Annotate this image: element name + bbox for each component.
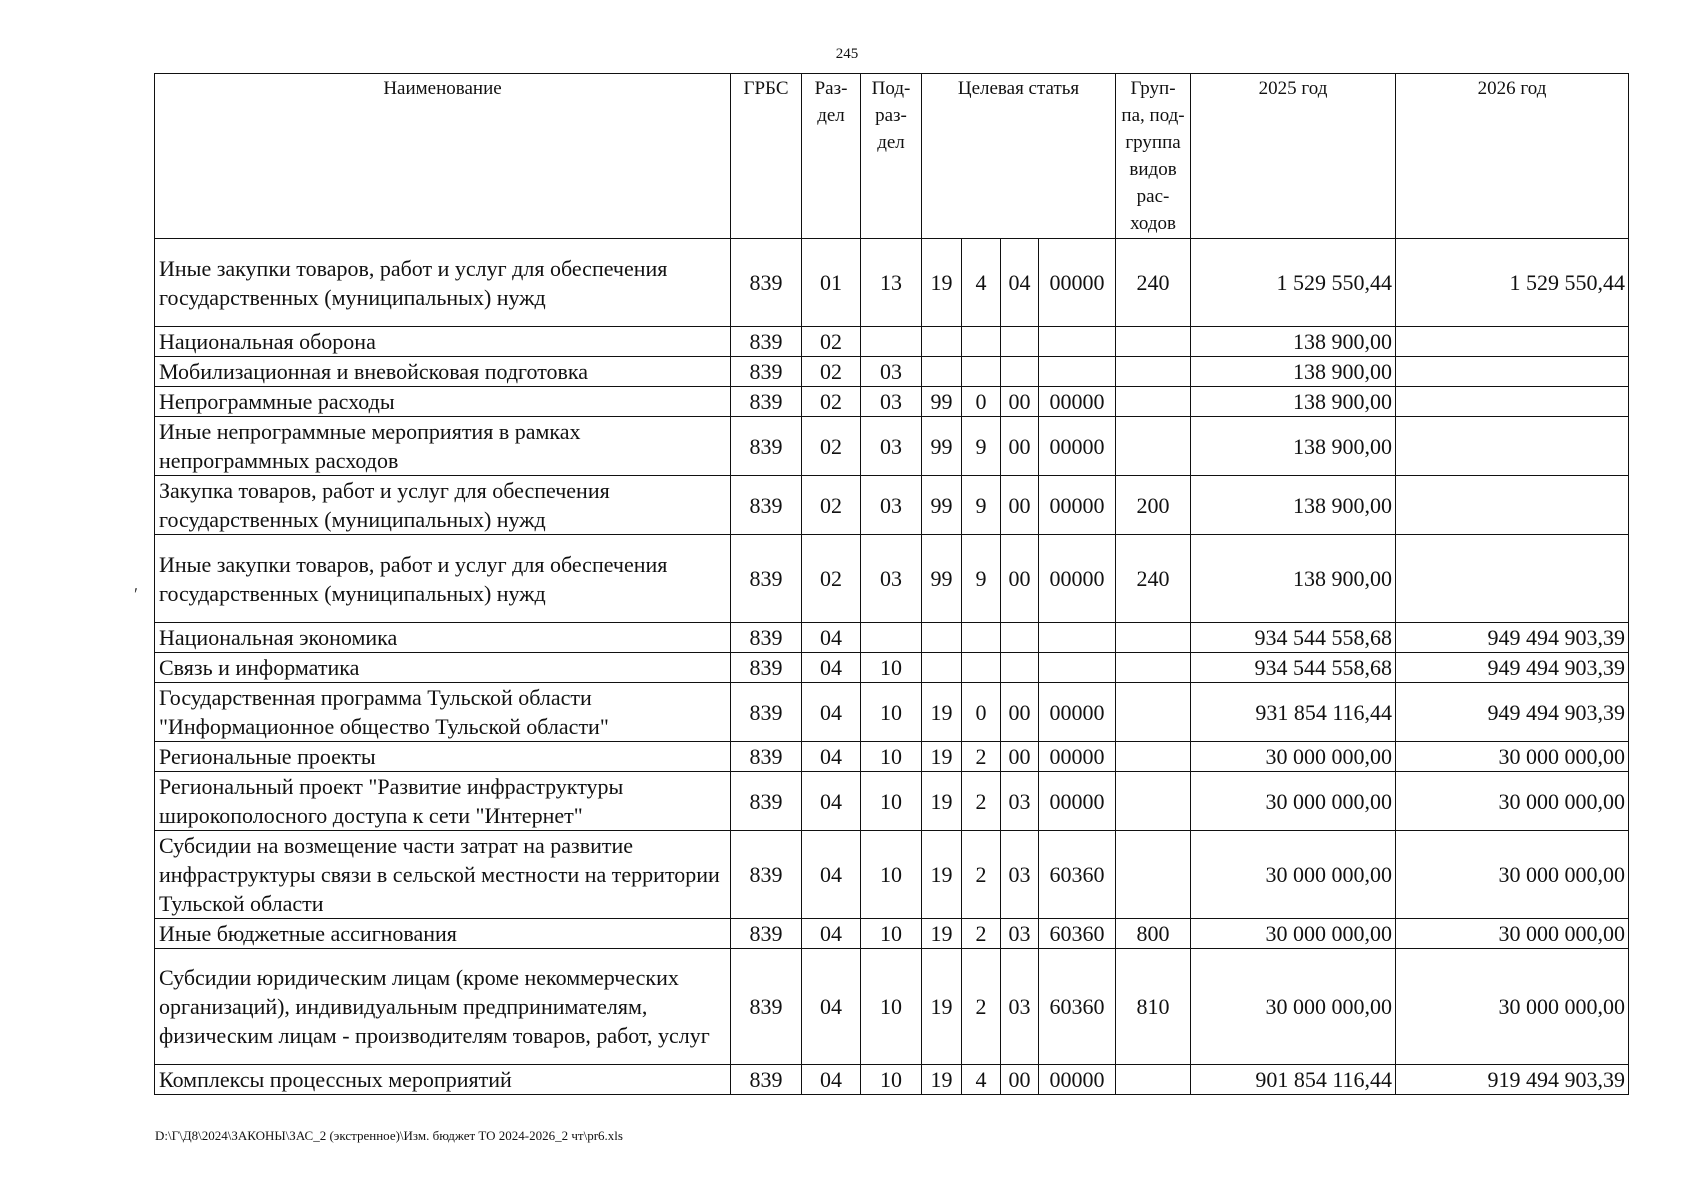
cell-amount-2026: [1396, 417, 1629, 476]
table-row: [155, 387, 1629, 417]
cell-expense-group: [1116, 623, 1191, 653]
cell-amount-2025: 138 900,00: [1191, 417, 1396, 476]
table-row: [155, 949, 1629, 1065]
cell-subsection: 10: [861, 919, 922, 949]
header-row: [155, 74, 1629, 239]
cell-section: 02: [802, 476, 861, 535]
table-row: [155, 772, 1629, 831]
cell-amount-2026: 949 494 903,39: [1396, 623, 1629, 653]
cell-target-direction: 00000: [1039, 239, 1116, 327]
cell-expense-group: [1116, 417, 1191, 476]
cell-name: Иные закупки товаров, работ и услуг для обеспечения государственных (муниципальных) нужд: [155, 239, 731, 327]
cell-subsection: 10: [861, 831, 922, 919]
cell-amount-2025: 30 000 000,00: [1191, 772, 1396, 831]
cell-amount-2025: 30 000 000,00: [1191, 949, 1396, 1065]
cell-section: 02: [802, 535, 861, 623]
cell-target-type: 9: [962, 476, 1001, 535]
cell-target-program: 19: [922, 919, 962, 949]
cell-target-program: 19: [922, 239, 962, 327]
cell-target-item: 00: [1001, 387, 1039, 417]
cell-target-type: 2: [962, 949, 1001, 1065]
cell-target-type: [962, 653, 1001, 683]
cell-name: Государственная программа Тульской области "Информационное общество Тульской области": [155, 683, 731, 742]
cell-target-program: 19: [922, 1065, 962, 1095]
cell-amount-2026: 919 494 903,39: [1396, 1065, 1629, 1095]
cell-expense-group: [1116, 772, 1191, 831]
cell-target-direction: 00000: [1039, 1065, 1116, 1095]
cell-target-direction: 00000: [1039, 387, 1116, 417]
cell-target-program: [922, 623, 962, 653]
cell-grbs: 839: [731, 772, 802, 831]
cell-target-program: 19: [922, 742, 962, 772]
table-row: [155, 831, 1629, 919]
cell-target-item: 00: [1001, 742, 1039, 772]
cell-name: Субсидии юридическим лицам (кроме некоммерческих организаций), индивидуальным предпринимателям, физическим лицам - производителям товаров, работ, услуг: [155, 949, 731, 1065]
cell-subsection: 03: [861, 476, 922, 535]
cell-amount-2025: 138 900,00: [1191, 387, 1396, 417]
header-subsection: Под- раз- дел: [861, 74, 922, 239]
cell-subsection: 10: [861, 683, 922, 742]
cell-section: 04: [802, 653, 861, 683]
cell-section: 04: [802, 919, 861, 949]
cell-target-direction: [1039, 653, 1116, 683]
cell-section: 04: [802, 1065, 861, 1095]
cell-expense-group: [1116, 683, 1191, 742]
cell-amount-2026: [1396, 476, 1629, 535]
cell-target-program: 99: [922, 417, 962, 476]
cell-target-program: 19: [922, 949, 962, 1065]
cell-expense-group: [1116, 653, 1191, 683]
cell-grbs: 839: [731, 623, 802, 653]
cell-name: Комплексы процессных мероприятий: [155, 1065, 731, 1095]
cell-target-direction: 00000: [1039, 535, 1116, 623]
cell-section: 02: [802, 387, 861, 417]
cell-subsection: 10: [861, 772, 922, 831]
cell-name: Закупка товаров, работ и услуг для обеспечения государственных (муниципальных) нужд: [155, 476, 731, 535]
cell-amount-2025: 30 000 000,00: [1191, 919, 1396, 949]
table-row: [155, 535, 1629, 623]
cell-target-item: 03: [1001, 949, 1039, 1065]
cell-subsection: [861, 327, 922, 357]
cell-name: Связь и информатика: [155, 653, 731, 683]
table-row: [155, 683, 1629, 742]
cell-grbs: 839: [731, 1065, 802, 1095]
cell-target-item: [1001, 357, 1039, 387]
cell-grbs: 839: [731, 239, 802, 327]
cell-target-program: 99: [922, 535, 962, 623]
cell-section: 04: [802, 772, 861, 831]
cell-subsection: 10: [861, 1065, 922, 1095]
cell-target-type: 9: [962, 535, 1001, 623]
cell-grbs: 839: [731, 327, 802, 357]
cell-amount-2025: 30 000 000,00: [1191, 831, 1396, 919]
cell-expense-group: [1116, 387, 1191, 417]
cell-name: Мобилизационная и вневойсковая подготовка: [155, 357, 731, 387]
cell-subsection: 10: [861, 742, 922, 772]
cell-name: Региональные проекты: [155, 742, 731, 772]
cell-grbs: 839: [731, 683, 802, 742]
cell-amount-2025: 30 000 000,00: [1191, 742, 1396, 772]
cell-target-direction: 00000: [1039, 476, 1116, 535]
cell-name: Субсидии на возмещение части затрат на развитие инфраструктуры связи в сельской местности на территории Тульской области: [155, 831, 731, 919]
cell-section: 04: [802, 683, 861, 742]
cell-target-type: [962, 623, 1001, 653]
cell-expense-group: [1116, 357, 1191, 387]
cell-target-item: 04: [1001, 239, 1039, 327]
cell-target-type: [962, 327, 1001, 357]
table-row: [155, 919, 1629, 949]
cell-subsection: 03: [861, 387, 922, 417]
cell-name: Непрограммные расходы: [155, 387, 731, 417]
cell-target-type: 4: [962, 239, 1001, 327]
cell-amount-2026: 30 000 000,00: [1396, 742, 1629, 772]
cell-amount-2025: 931 854 116,44: [1191, 683, 1396, 742]
cell-target-direction: 00000: [1039, 417, 1116, 476]
cell-expense-group: [1116, 831, 1191, 919]
cell-expense-group: 810: [1116, 949, 1191, 1065]
cell-amount-2026: 30 000 000,00: [1396, 949, 1629, 1065]
cell-grbs: 839: [731, 742, 802, 772]
cell-target-type: 0: [962, 387, 1001, 417]
cell-name: Региональный проект "Развитие инфраструктуры широкополосного доступа к сети "Интернет": [155, 772, 731, 831]
cell-section: 04: [802, 623, 861, 653]
cell-target-item: 03: [1001, 919, 1039, 949]
cell-subsection: 03: [861, 357, 922, 387]
cell-target-direction: 00000: [1039, 772, 1116, 831]
cell-subsection: 03: [861, 417, 922, 476]
cell-target-direction: [1039, 623, 1116, 653]
cell-grbs: 839: [731, 357, 802, 387]
cell-amount-2025: 901 854 116,44: [1191, 1065, 1396, 1095]
cell-target-program: 19: [922, 683, 962, 742]
cell-subsection: 10: [861, 949, 922, 1065]
cell-amount-2025: 138 900,00: [1191, 476, 1396, 535]
cell-name: Иные бюджетные ассигнования: [155, 919, 731, 949]
cell-expense-group: 800: [1116, 919, 1191, 949]
cell-target-type: 0: [962, 683, 1001, 742]
cell-expense-group: [1116, 1065, 1191, 1095]
cell-target-item: 03: [1001, 772, 1039, 831]
table-body: [155, 239, 1629, 1095]
cell-expense-group: 240: [1116, 535, 1191, 623]
cell-target-type: 2: [962, 742, 1001, 772]
header-year-2025: 2025 год: [1191, 74, 1396, 239]
cell-target-item: 00: [1001, 683, 1039, 742]
cell-grbs: 839: [731, 831, 802, 919]
cell-grbs: 839: [731, 949, 802, 1065]
cell-target-program: [922, 327, 962, 357]
cell-grbs: 839: [731, 919, 802, 949]
cell-name: Иные закупки товаров, работ и услуг для обеспечения государственных (муниципальных) нужд: [155, 535, 731, 623]
cell-name: Иные непрограммные мероприятия в рамках непрограммных расходов: [155, 417, 731, 476]
cell-target-item: [1001, 623, 1039, 653]
cell-amount-2026: 30 000 000,00: [1396, 919, 1629, 949]
cell-amount-2026: 30 000 000,00: [1396, 831, 1629, 919]
cell-section: 04: [802, 742, 861, 772]
cell-section: 02: [802, 327, 861, 357]
cell-target-item: 00: [1001, 535, 1039, 623]
cell-grbs: 839: [731, 387, 802, 417]
table-row: [155, 357, 1629, 387]
cell-section: 02: [802, 417, 861, 476]
cell-expense-group: 240: [1116, 239, 1191, 327]
cell-name: Национальная экономика: [155, 623, 731, 653]
cell-subsection: 10: [861, 653, 922, 683]
cell-amount-2025: 138 900,00: [1191, 327, 1396, 357]
page-number: 245: [835, 46, 859, 62]
cell-section: 01: [802, 239, 861, 327]
cell-target-item: [1001, 653, 1039, 683]
table-row: [155, 239, 1629, 327]
cell-amount-2026: 949 494 903,39: [1396, 653, 1629, 683]
cell-amount-2026: [1396, 387, 1629, 417]
cell-amount-2026: 1 529 550,44: [1396, 239, 1629, 327]
cell-grbs: 839: [731, 417, 802, 476]
cell-grbs: 839: [731, 535, 802, 623]
cell-amount-2026: 949 494 903,39: [1396, 683, 1629, 742]
header-section: Раз- дел: [802, 74, 861, 239]
cell-target-type: 2: [962, 831, 1001, 919]
cell-target-program: [922, 653, 962, 683]
margin-mark: ʹ: [134, 584, 138, 604]
cell-target-program: 99: [922, 387, 962, 417]
cell-target-direction: 60360: [1039, 949, 1116, 1065]
cell-amount-2025: 934 544 558,68: [1191, 623, 1396, 653]
cell-target-program: [922, 357, 962, 387]
cell-target-type: [962, 357, 1001, 387]
table-row: [155, 327, 1629, 357]
cell-target-item: 00: [1001, 1065, 1039, 1095]
table-row: [155, 742, 1629, 772]
header-target-article: Целевая статья: [922, 74, 1116, 239]
cell-name: Национальная оборона: [155, 327, 731, 357]
cell-target-item: 03: [1001, 831, 1039, 919]
table-row: [155, 653, 1629, 683]
cell-target-type: 2: [962, 772, 1001, 831]
cell-target-program: 99: [922, 476, 962, 535]
cell-subsection: 03: [861, 535, 922, 623]
cell-section: 02: [802, 357, 861, 387]
cell-target-type: 2: [962, 919, 1001, 949]
cell-target-direction: [1039, 357, 1116, 387]
table-row: [155, 1065, 1629, 1095]
cell-target-direction: 00000: [1039, 742, 1116, 772]
cell-amount-2025: 934 544 558,68: [1191, 653, 1396, 683]
cell-target-direction: [1039, 327, 1116, 357]
cell-expense-group: 200: [1116, 476, 1191, 535]
cell-target-item: 00: [1001, 417, 1039, 476]
header-year-2026: 2026 год: [1396, 74, 1629, 239]
table-row: [155, 417, 1629, 476]
cell-amount-2026: [1396, 357, 1629, 387]
cell-target-direction: 60360: [1039, 831, 1116, 919]
cell-grbs: 839: [731, 476, 802, 535]
cell-amount-2026: [1396, 535, 1629, 623]
header-grbs: ГРБС: [731, 74, 802, 239]
table-row: [155, 623, 1629, 653]
footer-file-path: D:\Г\Д8\2024\ЗАКОНЫ\ЗАС_2 (экстренное)\Изм. бюджет ТО 2024-2026_2 чт\pr6.xls: [155, 1128, 623, 1143]
budget-table: [154, 73, 1629, 1095]
cell-target-type: 9: [962, 417, 1001, 476]
cell-target-type: 4: [962, 1065, 1001, 1095]
cell-target-direction: 00000: [1039, 683, 1116, 742]
cell-amount-2025: 138 900,00: [1191, 535, 1396, 623]
cell-target-item: [1001, 327, 1039, 357]
cell-amount-2026: [1396, 327, 1629, 357]
cell-target-direction: 60360: [1039, 919, 1116, 949]
cell-expense-group: [1116, 742, 1191, 772]
cell-subsection: [861, 623, 922, 653]
cell-target-program: 19: [922, 772, 962, 831]
cell-section: 04: [802, 831, 861, 919]
cell-grbs: 839: [731, 653, 802, 683]
cell-target-program: 19: [922, 831, 962, 919]
cell-section: 04: [802, 949, 861, 1065]
header-name: Наименование: [155, 74, 731, 239]
header-expense-group: Груп- па, под- группа видов рас- ходов: [1116, 74, 1191, 239]
cell-subsection: 13: [861, 239, 922, 327]
cell-target-item: 00: [1001, 476, 1039, 535]
table-row: [155, 476, 1629, 535]
cell-amount-2025: 1 529 550,44: [1191, 239, 1396, 327]
cell-expense-group: [1116, 327, 1191, 357]
cell-amount-2026: 30 000 000,00: [1396, 772, 1629, 831]
cell-amount-2025: 138 900,00: [1191, 357, 1396, 387]
